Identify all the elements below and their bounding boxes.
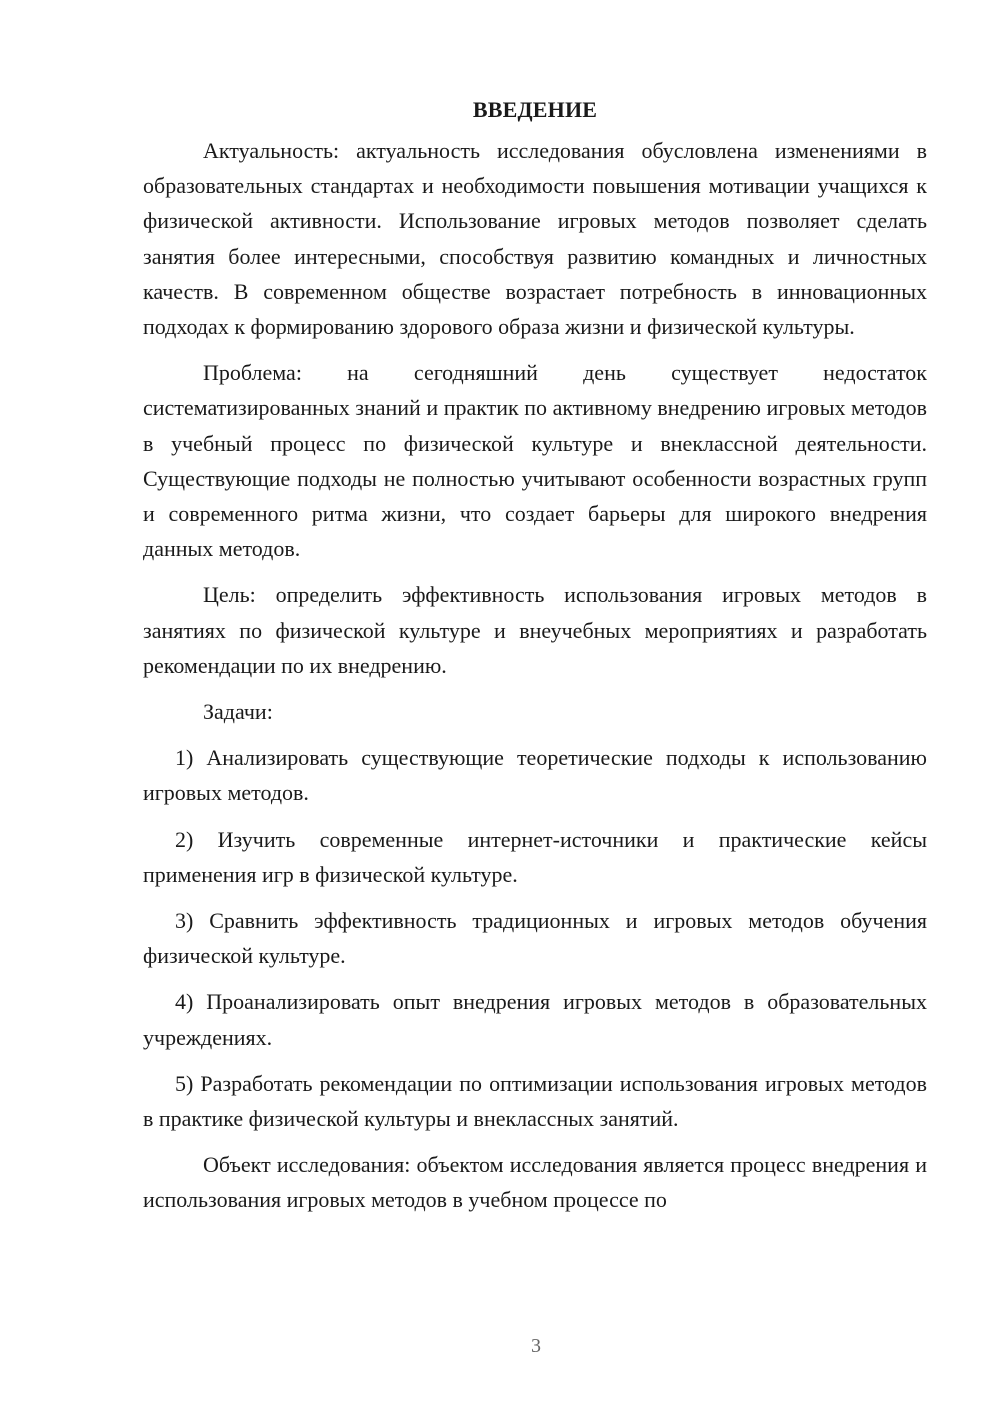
task-item-5: 5) Разработать рекомендации по оптимизации использования игровых методов в практике физической культуры и внеклассных занятий. [143,1070,927,1132]
page-title: ВВЕДЕНИЕ [472,97,598,122]
page-number: 3 [531,1335,541,1357]
document-body [143,92,927,1229]
task-item-3: 3) Сравнить эффективность традиционных и игровых методов обучения физической культуре. [143,908,927,969]
paragraph-goal: Цель: определить эффективность использования игровых методов в занятиях по физической культуре и внеучебных мероприятиях и разработать рекомендации по их внедрению. [143,582,927,678]
paragraph-problem: Проблема: на сегодняшний день существует недостаток систематизированных знаний и практик по активному внедрению игровых методов в учебный процесс по физической культуре и внеклассной деятельности. Существующие подходы не полностью учитывают особенности возрастных групп и современного ритма жизни, что создает барьеры для широкого внедрения данных методов. [143,360,927,562]
paragraph-relevance: Актуальность: актуальность исследования обусловлена изменениями в образовательных стандартах и необходимости повышения мотивации учащихся к физической активности. Использование игровых методов позволяет сделать занятия более интересными, способствуя развитию командных и личностных качеств. В современном обществе возрастает потребность в инновационных подходах к формированию здорового образа жизни и физической культуры. [143,138,927,340]
paragraph-tasks-heading: Задачи: [203,699,273,725]
paragraph-object: Объект исследования: объектом исследования является процесс внедрения и использования игровых методов в учебном процессе по [143,1152,927,1213]
task-item-1: 1) Анализировать существующие теоретические подходы к использованию игровых методов. [143,745,927,806]
task-item-2: 2) Изучить современные интернет-источники и практические кейсы применения игр в физической культуре. [143,826,927,887]
task-item-4: 4) Проанализировать опыт внедрения игровых методов в образовательных учреждениях. [143,989,927,1050]
